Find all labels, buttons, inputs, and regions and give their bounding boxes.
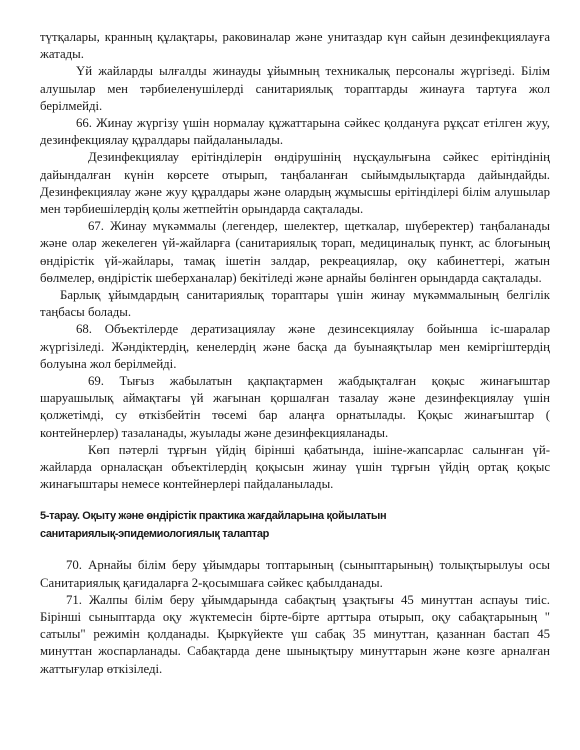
paragraph: Барлық ұйымдардың санитариялық тораптары үшін жинау мүкәммалының белгілік таңбасы болады. xyxy=(40,288,550,320)
paragraph: 70. Арнайы білім беру ұйымдары топтарының (сыныптарының) толықтырылуы осы Санитариялық қағидаларға 2-қосымшаға сәйкес қабылданады. xyxy=(40,558,550,590)
paragraph: түтқалары, кранның құлақтары, раковиналар және унитаздар күн сайын дезинфекциялауға жатады. xyxy=(40,30,550,62)
section-heading xyxy=(40,508,550,543)
paragraph: 67. Жинау мүкәммалы (легендер, шелектер, щеткалар, шүберектер) таңбаланады және олар жекелеген үй-жайларға (санитариялық торап, медициналық пункт, ас блоғының өндірістік үй-жайлары, тамақ ішетін залдар, рекреациялар, оқу кабинеттері, жатын бөлмелер, өндірістік шеберханалар) бекітіледі және арнайы бөлінген орындарда сақталады. xyxy=(40,219,550,285)
paragraph: 66. Жинау жүргізу үшін нормалау құжаттарына сәйкес қолдануға рұқсат етілген жуу, дезинфекциялау құралдары пайдаланылады. xyxy=(40,116,550,148)
paragraph: 71. Жалпы білім беру ұйымдарында сабақтың ұзақтығы 45 минуттан аспауы тиіс. Бірінші сыныптарда оқу жүктемесін бірте-бірте арттыра отырып, оқу сабақтарының " сатылы" режимін қолданады. Қыркүйекте үш сабақ 35 минуттан, қазаннан бастап 45 минуттан жоспарланады. Сабақтарда дене шынықтыру минуттарын және көзге арналған жаттығулар өткізіледі. xyxy=(40,592,550,676)
paragraph: 69. Тығыз жабылатын қақпақтармен жабдықталған қоқыс жинағыштар шаруашылық аймақтағы үй жағынан қоршалған тазалау және дезинфекциялау үшін қолжетімді, су өткізбейтін төсемі бар алаңға орнатылады. Қоқыс жинағыштар ( контейнерлер) тазаланады, жуылады және дезинфекцияланады. xyxy=(40,374,550,440)
section-heading-line: 5-тарау. Оқыту және өндірістік практика жағдайларына қойылатын xyxy=(40,510,387,523)
paragraph: 68. Объектілерде дератизациялау және дезинсекциялау бойынша іс-шаралар жүргізіледі. Жәндіктердің, кенелердің және басқа да буынаяқтылар мен кеміргіштердің болуына жол берілмейді. xyxy=(40,322,550,371)
paragraph: Үй жайларды ылғалды жинауды ұйымның техникалық персоналы жүргізеді. Білім алушылар мен тәрбиеленушілерді санитариялық тораптарды жинауға тартуға жол берілмейді. xyxy=(40,64,550,113)
section-heading-line: санитариялық-эпидемиологиялық талаптар xyxy=(40,527,269,540)
paragraph: Дезинфекциялау ерітінділерін өндірушінің нұсқаулығына сәйкес ерітіндінің дайындалған күнін көрсете отырып, таңбаланған сыйымдылықтарда дайындайды. Дезинфекциялау және жуу құралдары және олардың жұмысшы ерітінділері білім алушылар мен тәрбиешілердің қолы жетпейтін орындарда сақталады. xyxy=(40,150,550,217)
paragraph: Көп пәтерлі тұрғын үйдің бірінші қабатында, ішіне-жапсарлас салынған үй-жайларда орналасқан объектілердің қоқысын жинау үшін тұрғын үйдің ортақ қоқыс жинағыштары немесе контейнерлері пайдаланылады. xyxy=(40,442,550,492)
